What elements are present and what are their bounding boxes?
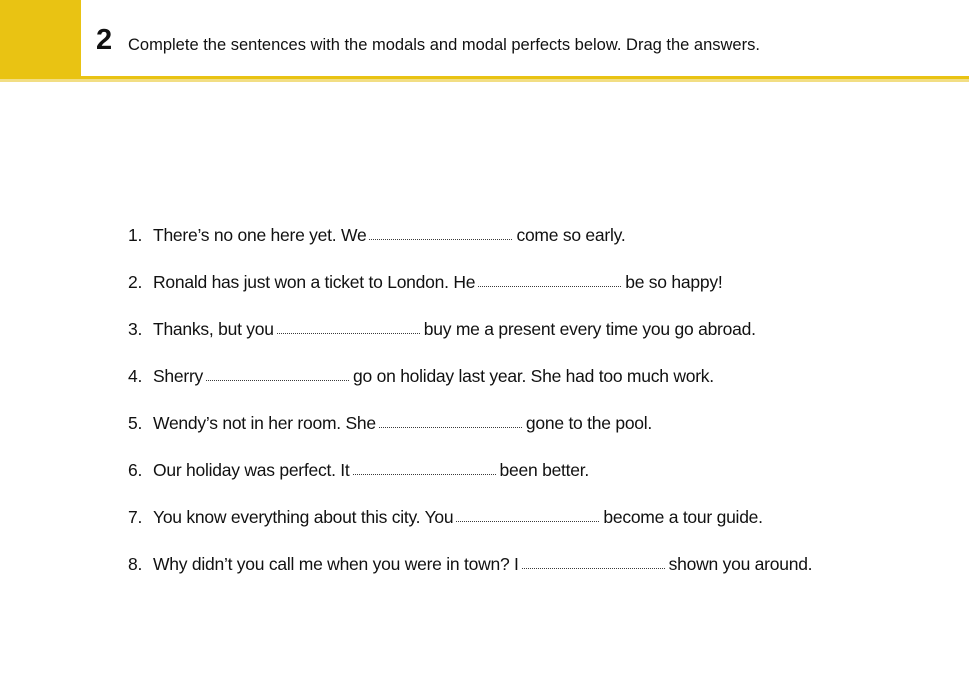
sentence-item-7: [128, 506, 948, 553]
exercise-instruction: Complete the sentences with the modals and modal perfects below. Drag the answers.: [128, 36, 760, 54]
sentence-number: 8.: [128, 554, 143, 574]
sentence-number: 7.: [128, 507, 143, 527]
answer-drop-zone-1[interactable]: [369, 235, 512, 240]
sentence-text-before: Our holiday was perfect. It: [153, 460, 350, 480]
sentence-list: [128, 224, 948, 600]
exercise-header: [0, 0, 969, 82]
sentence-text-after: go on holiday last year. She had too much work.: [353, 366, 714, 386]
sentence-number: 6.: [128, 460, 143, 480]
sentence-text-after: been better.: [499, 460, 589, 480]
sentence-item-5: [128, 412, 948, 459]
sentence-item-4: [128, 365, 948, 412]
answer-drop-zone-3[interactable]: [277, 329, 420, 334]
sentence-text-before: Why didn’t you call me when you were in town? I: [153, 554, 519, 574]
sentence-text-after: come so early.: [516, 225, 626, 245]
sentence-number: 2.: [128, 272, 143, 292]
exercise-number: 2: [96, 24, 113, 56]
sentence-item-1: [128, 224, 948, 271]
sentence-text-before: You know everything about this city. You: [153, 507, 454, 527]
sentence-item-6: [128, 459, 948, 506]
answer-drop-zone-2[interactable]: [478, 282, 621, 287]
sentence-text-before: Wendy’s not in her room. She: [153, 413, 376, 433]
sentence-text-after: shown you around.: [668, 554, 813, 574]
sentence-text-before: There’s no one here yet. We: [153, 225, 367, 245]
sentence-text-after: be so happy!: [625, 272, 723, 292]
answer-drop-zone-5[interactable]: [379, 423, 522, 428]
sentence-text-after: gone to the pool.: [525, 413, 653, 433]
sentence-number: 5.: [128, 413, 143, 433]
header-divider: [0, 76, 969, 82]
answer-drop-zone-7[interactable]: [456, 517, 599, 522]
sentence-number: 1.: [128, 225, 143, 245]
sentence-text-before: Thanks, but you: [153, 319, 274, 339]
sentence-text-before: Sherry: [153, 366, 204, 386]
sentence-item-8: [128, 553, 948, 600]
sentence-item-3: [128, 318, 948, 365]
accent-block: [0, 0, 81, 76]
sentence-text-after: buy me a present every time you go abroad.: [423, 319, 756, 339]
sentence-number: 3.: [128, 319, 143, 339]
answer-drop-zone-6[interactable]: [353, 470, 496, 475]
sentence-text-before: Ronald has just won a ticket to London. He: [153, 272, 476, 292]
answer-drop-zone-8[interactable]: [522, 564, 665, 569]
sentence-text-after: become a tour guide.: [603, 507, 763, 527]
sentence-item-2: [128, 271, 948, 318]
answer-drop-zone-4[interactable]: [206, 376, 349, 381]
sentence-number: 4.: [128, 366, 143, 386]
